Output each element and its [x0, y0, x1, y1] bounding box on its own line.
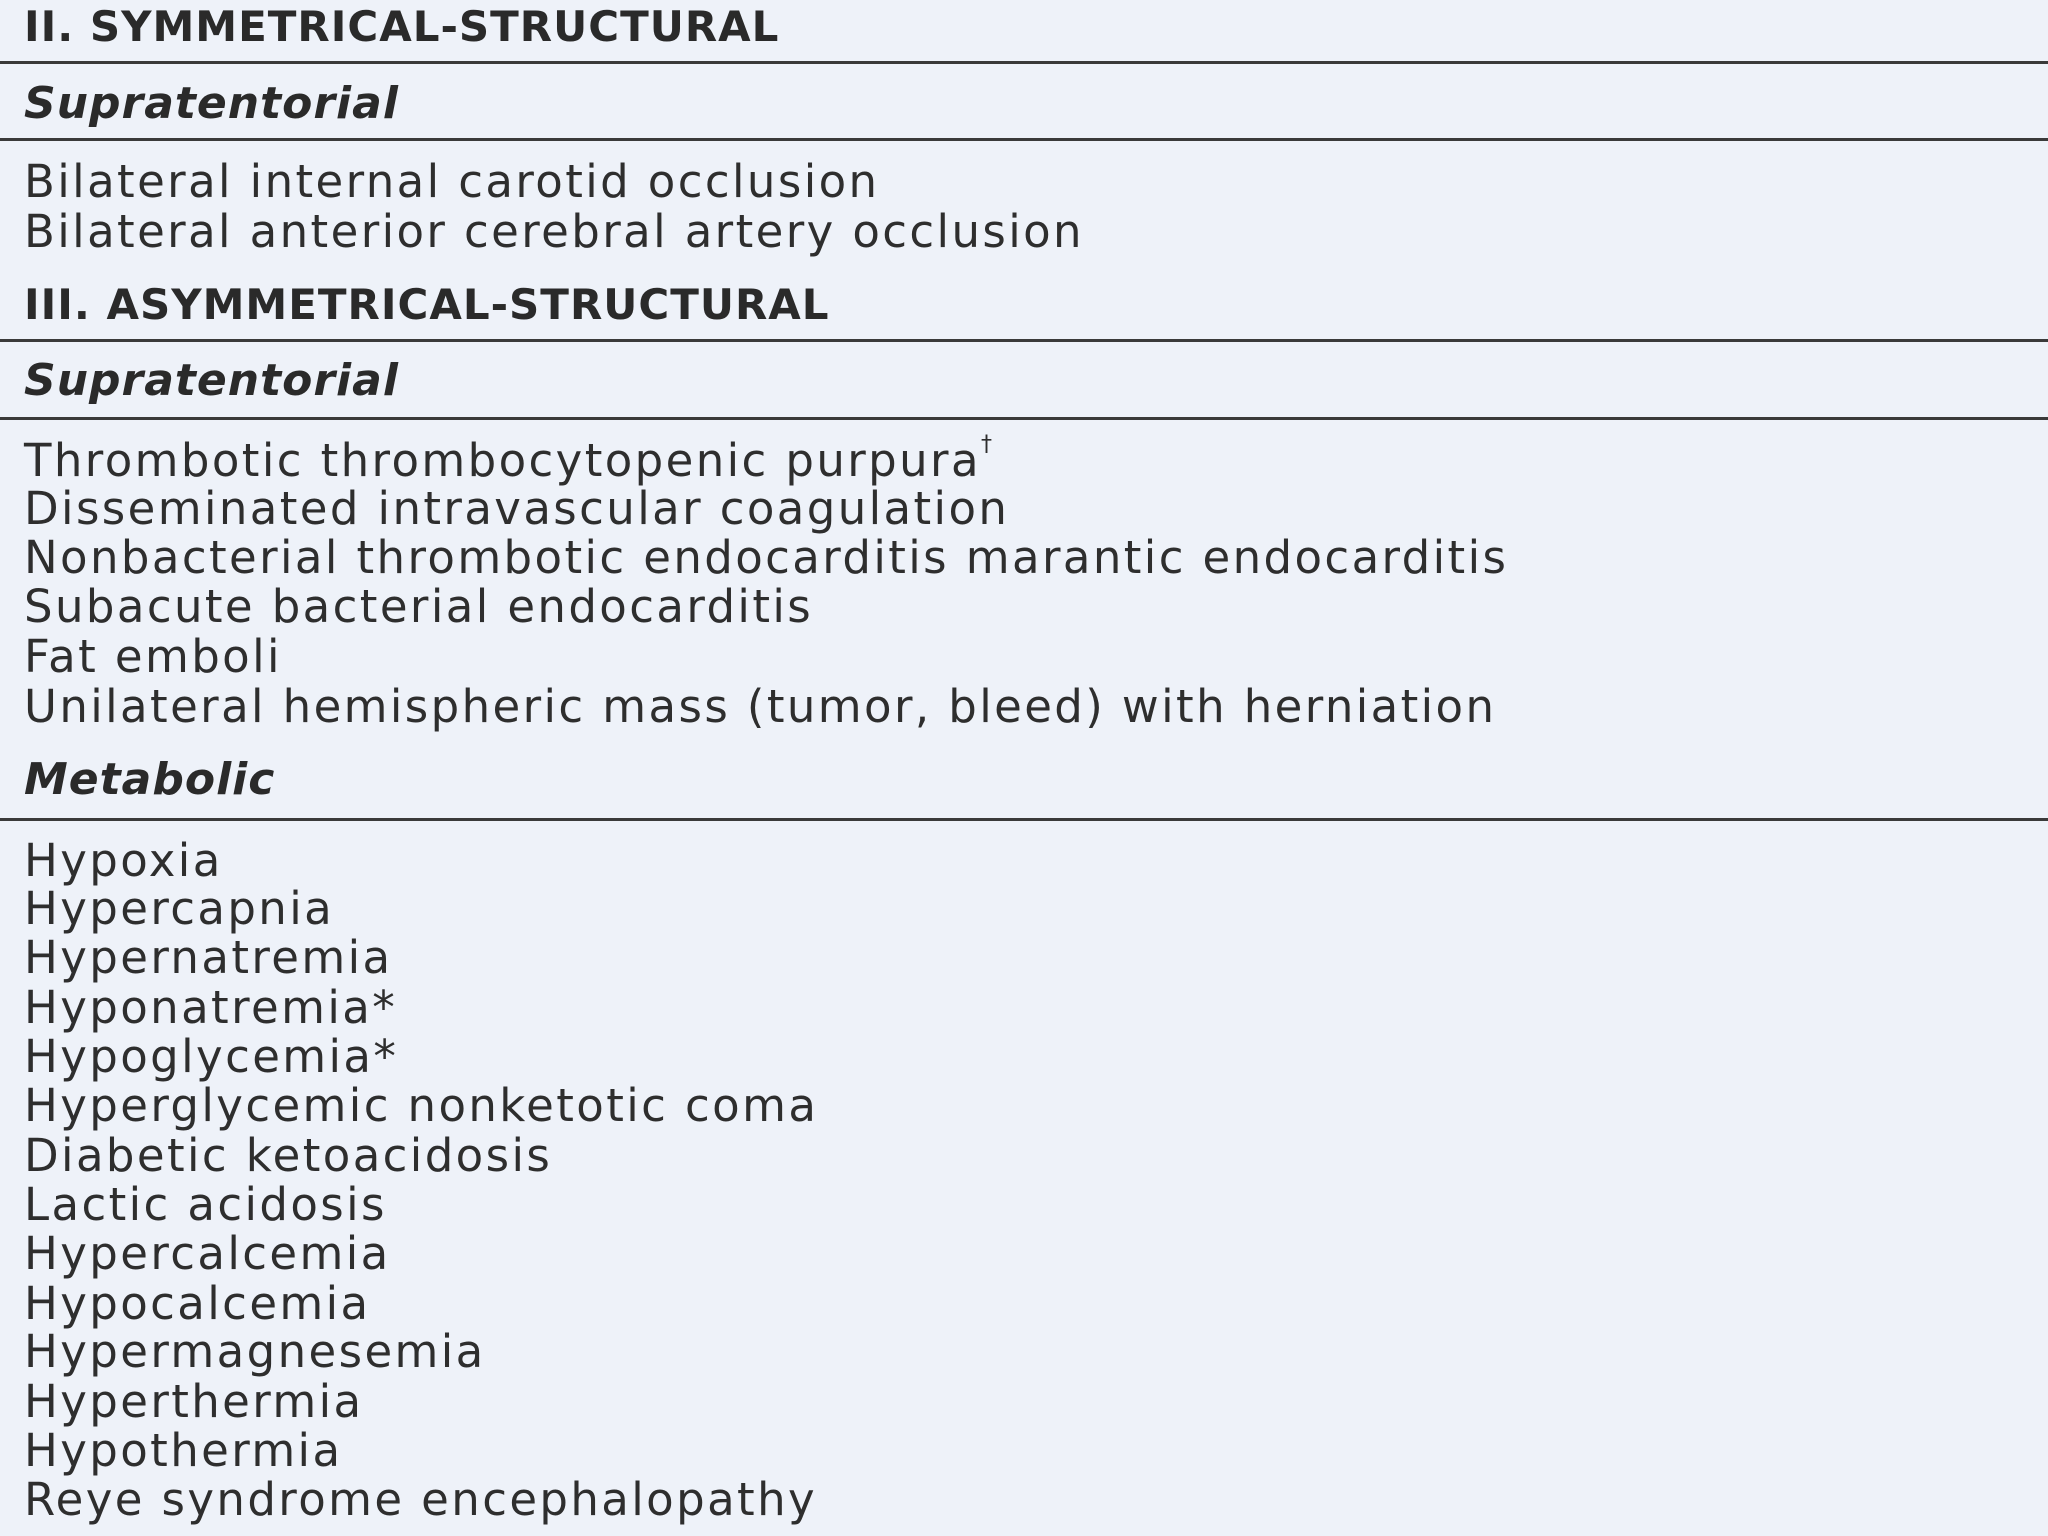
list-item: Bilateral anterior cerebral artery occlusion: [24, 205, 1084, 258]
dagger-footnote-mark: †: [980, 432, 995, 457]
list-item: Hypercalcemia: [24, 1227, 391, 1280]
group-title-metabolic: Metabolic: [24, 754, 276, 805]
list-item: Hypocalcemia: [24, 1277, 371, 1330]
list-item: Unilateral hemispheric mass (tumor, bleed) with herniation: [24, 680, 1497, 733]
list-item-text: Thrombotic thrombocytopenic purpura: [24, 434, 981, 487]
section-heading-symmetrical-structural: II. SYMMETRICAL-STRUCTURAL: [24, 2, 780, 51]
divider: [0, 417, 2048, 420]
list-item: Diabetic ketoacidosis: [24, 1129, 553, 1182]
list-item: Subacute bacterial endocarditis: [24, 580, 814, 633]
list-item: Hypoxia: [24, 834, 223, 887]
list-item: Hypothermia: [24, 1424, 343, 1477]
list-item: Reye syndrome encephalopathy: [24, 1473, 818, 1526]
list-item: Bilateral internal carotid occlusion: [24, 155, 880, 208]
divider: [0, 61, 2048, 64]
list-item: Hyponatremia*: [24, 981, 398, 1034]
list-item: Fat emboli: [24, 630, 282, 683]
divider: [0, 138, 2048, 141]
list-item: Hypermagnesemia: [24, 1325, 486, 1378]
list-item: Hyperglycemic nonketotic coma: [24, 1079, 819, 1132]
list-item: Disseminated intravascular coagulation: [24, 482, 1010, 535]
section-heading-asymmetrical-structural: III. ASYMMETRICAL-STRUCTURAL: [24, 280, 830, 329]
list-item: Lactic acidosis: [24, 1178, 387, 1231]
divider: [0, 818, 2048, 821]
list-item: Hypercapnia: [24, 882, 335, 935]
list-item: Hyperthermia: [24, 1375, 364, 1428]
divider: [0, 339, 2048, 342]
list-item: Hypoglycemia*: [24, 1030, 399, 1083]
list-item: [24, 432, 995, 487]
group-title-supratentorial: Supratentorial: [24, 78, 399, 129]
list-item: Nonbacterial thrombotic endocarditis marantic endocarditis: [24, 531, 1509, 584]
group-title-supratentorial: Supratentorial: [24, 355, 399, 406]
list-item: Hypernatremia: [24, 931, 393, 984]
